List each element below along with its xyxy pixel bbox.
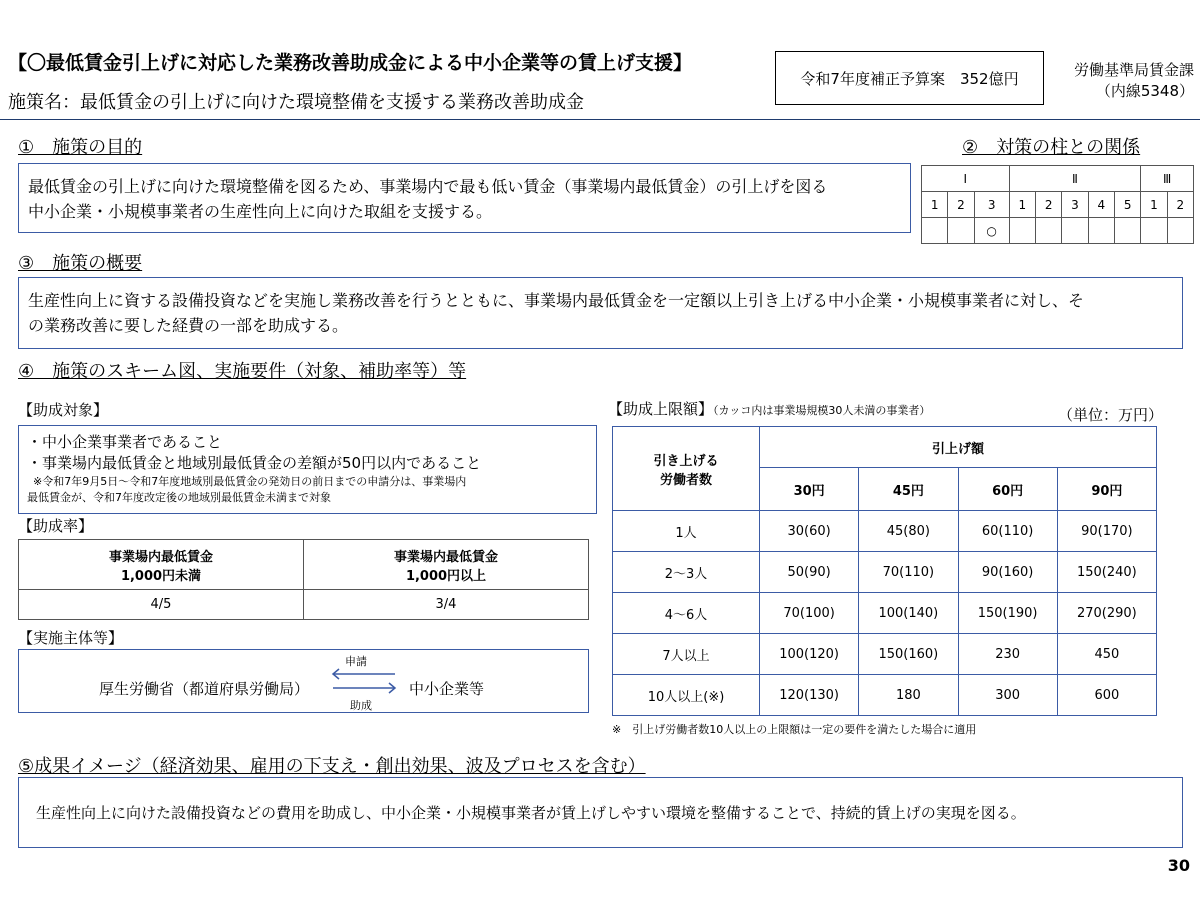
outcome-text: 生産性向上に向けた設備投資などの費用を助成し、中小企業・小規模事業者が賃上げしやすい環境を整備することで、持続的賃上げの実現を図る。 (36, 804, 1026, 822)
pillar-num: 5 (1114, 192, 1140, 218)
limit-cell: 50(90) (760, 552, 859, 593)
pillars-heading: ② 対策の柱との関係 (962, 137, 1141, 158)
limit-cell: 60(110) (958, 511, 1057, 552)
limit-col-header: 60円 (958, 468, 1057, 511)
department-extension: （内線5348） (1095, 82, 1194, 100)
overview-heading: ③ 施策の概要 (18, 253, 143, 274)
pillar-mark (1114, 218, 1140, 244)
outcome-box (18, 777, 1183, 848)
rate-col-2-line-2: 1,000円以上 (405, 568, 487, 584)
pillar-num: 1 (1009, 192, 1035, 218)
pillar-mark (948, 218, 974, 244)
limit-row-label: 7人以上 (613, 634, 760, 675)
pillar-mark: ○ (974, 218, 1009, 244)
entity-label: 【実施主体等】 (18, 629, 124, 647)
limit-cell: 150(160) (859, 634, 958, 675)
pillar-mark (1062, 218, 1088, 244)
limit-row-label: 2～3人 (613, 552, 760, 593)
pillar-mark (1141, 218, 1167, 244)
target-item-2: ・事業場内最低賃金と地域別最低賃金の差額が50円以内であること (27, 454, 482, 472)
limit-cell: 150(240) (1057, 552, 1156, 593)
target-label: 【助成対象】 (18, 401, 109, 419)
page-title: 【〇最低賃金引上げに対応した業務改善助成金による中小企業等の賃上げ支援】 (8, 52, 693, 74)
limit-cell: 450 (1057, 634, 1156, 675)
limit-cell: 70(110) (859, 552, 958, 593)
header-divider (0, 119, 1200, 120)
limit-row-label: 10人以上(※) (613, 675, 760, 716)
scheme-heading: ④ 施策のスキーム図、実施要件（対象、補助率等）等 (18, 361, 467, 382)
purpose-box (18, 163, 911, 233)
limit-row-label: 4～6人 (613, 593, 760, 634)
limit-label: 【助成上限額】 (608, 400, 714, 418)
limit-row-label: 1人 (613, 511, 760, 552)
pillar-num: 2 (1167, 192, 1193, 218)
pillar-mark (1009, 218, 1035, 244)
budget-text: 令和7年度補正予算案 352億円 (800, 69, 1019, 88)
department-name: 労働基準局賃金課 (1073, 61, 1194, 79)
limit-cell: 100(140) (859, 593, 958, 634)
rate-label: 【助成率】 (18, 517, 94, 535)
limit-unit: （単位：万円） (1058, 406, 1164, 424)
pillar-num: 3 (1062, 192, 1088, 218)
pillar-num: 1 (922, 192, 948, 218)
limit-row-header-line-2: 労働者数 (659, 472, 712, 488)
measure-name: 施策名：最低賃金の引上げに向けた環境整備を支援する業務改善助成金 (8, 92, 584, 113)
arrow-label-subsidy: 助成 (350, 699, 372, 712)
target-note-2: 最低賃金が、令和7年度改定後の地域別最低賃金未満まで対象 (27, 491, 331, 504)
limit-cell: 30(60) (760, 511, 859, 552)
overview-line-1: 生産性向上に資する設備投資などを実施し業務改善を行うとともに、事業場内最低賃金を一定額以上引き上げる中小企業・小規模事業者に対し、そ (28, 291, 1085, 310)
limit-col-header: 45円 (859, 468, 958, 511)
pillar-mark (1035, 218, 1061, 244)
limit-cell: 180 (859, 675, 958, 716)
limit-col-header: 30円 (760, 468, 859, 511)
rate-col-under-1000 (19, 540, 304, 590)
pillar-mark (1088, 218, 1114, 244)
pillar-num: 4 (1088, 192, 1114, 218)
rate-col-over-1000 (304, 540, 589, 590)
pillar-num: 3 (974, 192, 1009, 218)
rate-value-1: 4/5 (19, 590, 304, 620)
limit-cell: 300 (958, 675, 1057, 716)
outcome-heading: ⑤成果イメージ（経済効果、雇用の下支え・創出効果、波及プロセスを含む） (18, 756, 646, 777)
pillars-table (921, 165, 1194, 244)
limit-cell: 90(170) (1057, 511, 1156, 552)
overview-box (18, 277, 1183, 349)
purpose-line-2: 中小企業・小規模事業者の生産性向上に向けた取組を支援する。 (28, 202, 493, 221)
limit-col-header: 90円 (1057, 468, 1156, 511)
overview-line-2: の業務改善に要した経費の一部を助成する。 (28, 316, 349, 335)
limit-cell: 120(130) (760, 675, 859, 716)
budget-box (775, 51, 1044, 105)
limit-table (612, 426, 1157, 716)
rate-col-2-line-1: 事業場内最低賃金 (393, 549, 498, 565)
purpose-line-1: 最低賃金の引上げに向けた環境整備を図るため、事業場内で最も低い賃金（事業場内最低賃金）の引上げを図る (28, 177, 828, 196)
limit-cell: 270(290) (1057, 593, 1156, 634)
limit-label-note: （カッコ内は事業場規模30人未満の事業者） (713, 404, 931, 417)
limit-row-header-line-1: 引き上げる (653, 453, 719, 469)
pillar-group-1: Ⅰ (922, 166, 1010, 192)
rate-col-1-line-1: 事業場内最低賃金 (108, 549, 213, 565)
limit-cell: 150(190) (958, 593, 1057, 634)
page-number: 30 (1167, 856, 1190, 875)
entity-box (18, 649, 589, 713)
target-box (18, 425, 597, 514)
rate-table (18, 539, 589, 620)
pillar-group-3: Ⅲ (1141, 166, 1194, 192)
limit-cell: 70(100) (760, 593, 859, 634)
rate-value-2: 3/4 (304, 590, 589, 620)
entity-smes: 中小企業等 (409, 680, 485, 698)
limit-cell: 100(120) (760, 634, 859, 675)
pillar-mark (922, 218, 948, 244)
pillar-num: 1 (1141, 192, 1167, 218)
pillar-mark (1167, 218, 1193, 244)
limit-footnote: ※ 引上げ労働者数10人以上の上限額は一定の要件を満たした場合に適用 (612, 723, 977, 736)
limit-label-row (608, 398, 930, 419)
target-item-1: ・中小企業事業者であること (27, 433, 223, 451)
limit-cell: 45(80) (859, 511, 958, 552)
limit-cell: 90(160) (958, 552, 1057, 593)
target-note-1: ※令和7年9月5日～令和7年度地域別最低賃金の発効日の前日までの申請分は、事業場内 (33, 475, 467, 488)
pillar-num: 2 (948, 192, 974, 218)
exchange-arrows-icon (329, 664, 399, 698)
pillar-num: 2 (1035, 192, 1061, 218)
limit-row-header (613, 427, 760, 511)
limit-cell: 230 (958, 634, 1057, 675)
pillar-group-2: Ⅱ (1009, 166, 1141, 192)
limit-cell: 600 (1057, 675, 1156, 716)
arrow-label-apply: 申請 (345, 655, 367, 668)
entity-ministry: 厚生労働省（都道府県労働局） (99, 680, 310, 698)
limit-col-group: 引上げ額 (760, 427, 1157, 468)
rate-col-1-line-2: 1,000円未満 (120, 568, 202, 584)
department (1050, 60, 1194, 102)
purpose-heading: ① 施策の目的 (18, 137, 143, 158)
